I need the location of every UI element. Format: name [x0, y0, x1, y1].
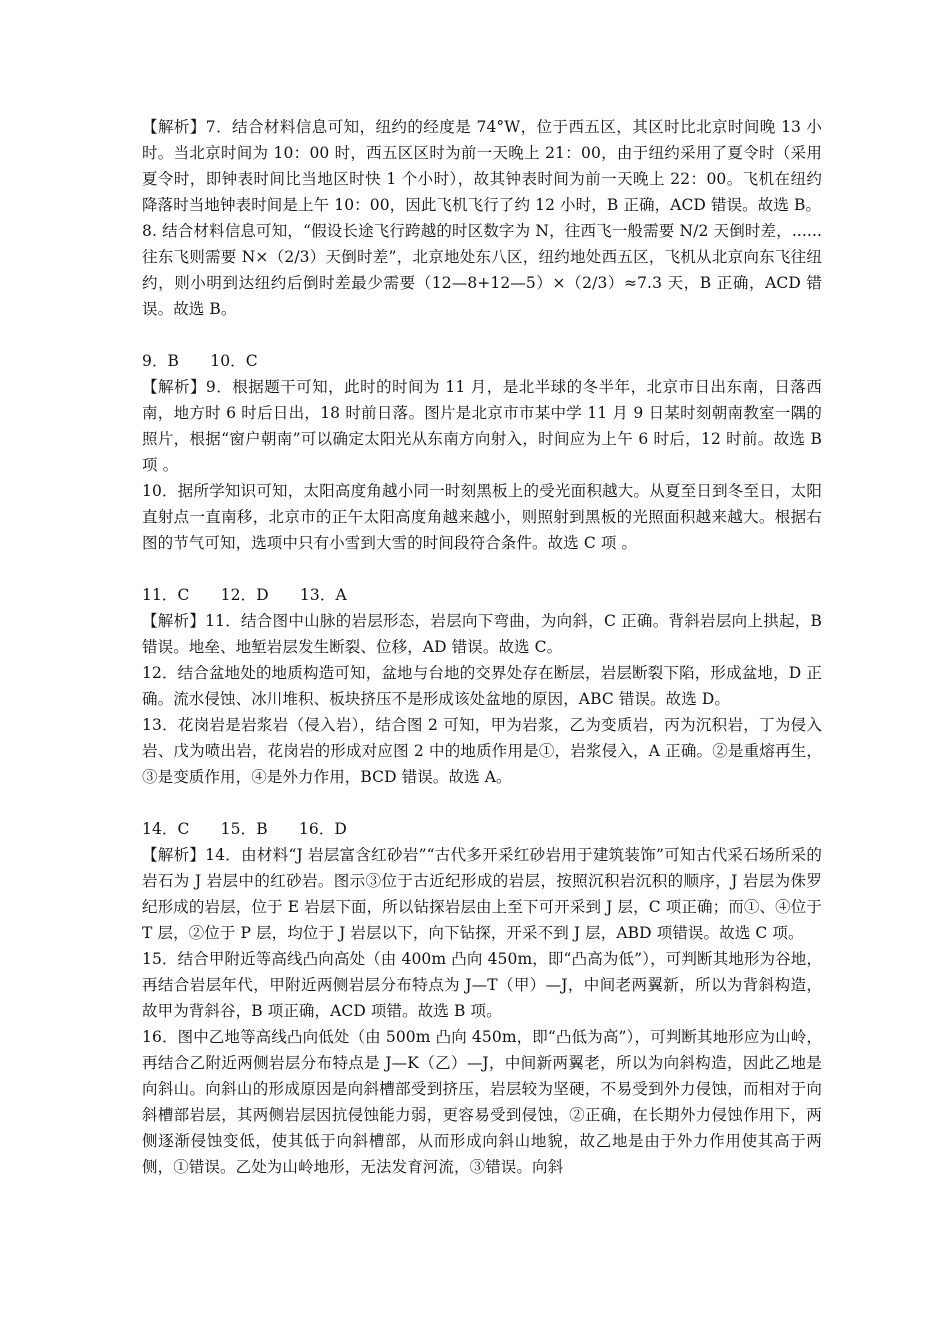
answers-q11-q13: 11．C 12．D 13．A [142, 586, 347, 604]
explanation-q7: 【解析】7．结合材料信息可知，纽约的经度是 74°W，位于西五区，其区时比北京时间晚 13 小时。当北京时间为 10：00 时，西五区区时为前一天晚上 21：00，由于纽约采用了夏令时（采用夏令时，即钟表时间比当地区时快 1 个小时），故其钟表时间为前一天晚上 22：00。飞机在纽约降落时当地钟表时间是上午 10：00，因此飞机飞行了约 12 小时，B 正确，ACD 错误。故选 B。 [142, 118, 822, 214]
spacer [142, 322, 822, 348]
explanation-q11: 【解析】11．结合图中山脉的岩层形态，岩层向下弯曲，为向斜，C 正确。背斜岩层向上拱起，B 错误。地垒、地堑岩层发生断裂、位移，AD 错误。故选 C。 [142, 612, 822, 656]
explanation-q14: 【解析】14．由材料“J 岩层富含红砂岩”“古代多开采红砂岩用于建筑装饰”可知古代采石场所采的岩石为 J 岩层中的红砂岩。图示③位于古近纪形成的岩层，按照沉积岩沉积的顺序，J 岩层为侏罗纪形成的岩层，位于 E 岩层下面，所以钻探岩层由上至下可开采到 J 层，C 项正确；而①、④位于 T 层，②位于 P 层，均位于 J 岩层以下，向下钻探，开采不到 J 层，ABD 项错误。故选 C 项。 [142, 846, 822, 942]
explanation-q8: 8. 结合材料信息可知，“假设长途飞行跨越的时区数字为 N，往西飞一般需要 N/2 天倒时差，...... 往东飞则需要 N×（2/3）天倒时差”，北京地处东八区，纽约地处西五区，飞机从北京向东飞往纽约，则小明到达纽约后倒时差最少需要（12—8+12—5）×（2/3）≈7.3 天，B 正确，ACD 错误。故选 B。 [142, 222, 838, 318]
spacer [142, 790, 822, 816]
answers-q9-q10: 9．B 10．C [142, 352, 258, 370]
explanation-q15: 15．结合甲附近等高线凸向高处（由 400m 凸向 450m，即“凸高为低”），可判断其地形为谷地，再结合岩层年代，甲附近两侧岩层分布特点为 J—T（甲）—J，中间老两翼新，所以为背斜构造，故甲为背斜谷，B 项正确，ACD 项错。故选 B 项。 [142, 950, 822, 1020]
explanation-q13: 13．花岗岩是岩浆岩（侵入岩），结合图 2 可知，甲为岩浆，乙为变质岩，丙为沉积岩，丁为侵入岩、戊为喷出岩，花岗岩的形成对应图 2 中的地质作用是①，岩浆侵入，A 正确。②是重熔再生，③是变质作用，④是外力作用，BCD 错误。故选 A。 [142, 716, 822, 786]
explanation-q9: 【解析】9．根据题干可知，此时的时间为 11 月，是北半球的冬半年，北京市日出东南，日落西南，地方时 6 时后日出，18 时前日落。图片是北京市市某中学 11 月 9 日某时刻朝南教室一隅的照片，根据“窗户朝南”可以确定太阳光从东南方向射入，时间应为上午 6 时后，12 时前。故选 B 项 。 [142, 378, 822, 474]
explanation-q16: 16．图中乙地等高线凸向低处（由 500m 凸向 450m，即“凸低为高”），可判断其地形应为山岭，再结合乙附近两侧岩层分布特点是 J—K（乙）—J，中间新两翼老，所以为向斜构造，因此乙地是向斜山。向斜山的形成原因是向斜槽部受到挤压，岩层较为坚硬，不易受到外力侵蚀，而相对于向斜槽部岩层，其两侧岩层因抗侵蚀能力弱，更容易受到侵蚀，②正确，在长期外力侵蚀作用下，两侧逐渐侵蚀变低，使其低于向斜槽部，从而形成向斜山地貌，故乙地是由于外力作用使其高于两侧，①错误。乙处为山岭地形，无法发育河流，③错误。向斜 [142, 1028, 822, 1176]
explanation-q12: 12．结合盆地处的地质构造可知，盆地与台地的交界处存在断层，岩层断裂下陷，形成盆地，D 正确。流水侵蚀、冰川堆积、板块挤压不是形成该处盆地的原因，ABC 错误。故选 D。 [142, 664, 822, 708]
document-page [142, 114, 838, 1180]
answers-q14-q16: 14．C 15．B 16．D [142, 820, 347, 838]
spacer [142, 556, 822, 582]
explanation-q10: 10．据所学知识可知，太阳高度角越小同一时刻黑板上的受光面积越大。从夏至日到冬至日，太阳直射点一直南移，北京市的正午太阳高度角越来越小，则照射到黑板的光照面积越来越大。根据右图的节气可知，选项中只有小雪到大雪的时间段符合条件。故选 C 项 。 [142, 482, 822, 552]
